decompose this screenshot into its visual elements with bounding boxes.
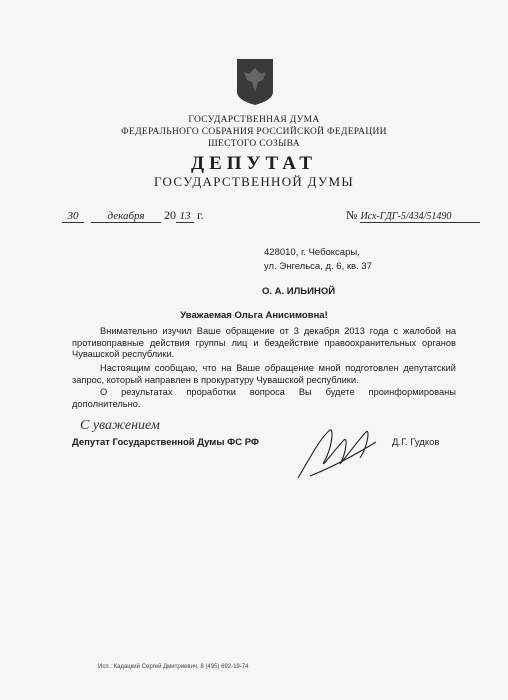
coat-of-arms-emblem: [236, 58, 274, 106]
executor-footer: Исп.: Кадацкий Сергей Дмитриевич, 8 (495) 692-19-74: [98, 664, 249, 670]
date-field: [62, 208, 204, 223]
recipient-address: [264, 246, 372, 274]
handwritten-closing: С уважением: [80, 418, 160, 433]
date-month: декабря: [91, 210, 161, 223]
paragraph-3: О результатах проработки вопроса Вы будете проинформированы дополнительно.: [72, 387, 456, 409]
paragraph-2: Настоящим сообщаю, что на Ваше обращение мной подготовлен депутатский запрос, который направлен в прокуратуру Чувашской республики.: [72, 363, 456, 385]
org-line-2: ФЕДЕРАЛЬНОГО СОБРАНИЯ РОССИЙСКОЙ ФЕДЕРАЦИИ: [121, 127, 387, 137]
date-year-prefix: 20: [164, 208, 176, 222]
organization-header: [0, 114, 508, 150]
signatory-name: Д.Г. Гудков: [392, 437, 440, 448]
date-day: 30: [62, 210, 84, 223]
address-line-1: 428010, г. Чебоксары,: [264, 247, 360, 258]
date-suffix: г.: [197, 208, 204, 222]
org-line-1: ГОСУДАРСТВЕННАЯ ДУМА: [188, 115, 320, 125]
reference-value: Исх-ГДГ-5/434/51490: [360, 211, 480, 223]
handwritten-signature: [290, 418, 380, 488]
document-title: ДЕПУТАТ: [191, 153, 317, 174]
reference-number: [346, 208, 480, 223]
signatory-title: Депутат Государственной Думы ФС РФ: [72, 437, 260, 448]
address-line-2: ул. Энгельса, д. 6, кв. 37: [264, 261, 372, 272]
org-line-3: ШЕСТОГО СОЗЫВА: [208, 139, 300, 149]
paragraph-1: Внимательно изучил Ваше обращение от 3 декабря 2013 года с жалобой на противоправные действия группы лиц и бездействие правоохранительных органов Чувашской республики.: [72, 326, 456, 359]
greeting: Уважаемая Ольга Анисимовна!: [180, 310, 328, 321]
reference-label: №: [346, 208, 358, 222]
date-year-suffix: 13: [176, 210, 194, 223]
document-subtitle: ГОСУДАРСТВЕННОЙ ДУМЫ: [154, 174, 354, 189]
recipient-name: О. А. ИЛЬИНОЙ: [262, 286, 336, 297]
